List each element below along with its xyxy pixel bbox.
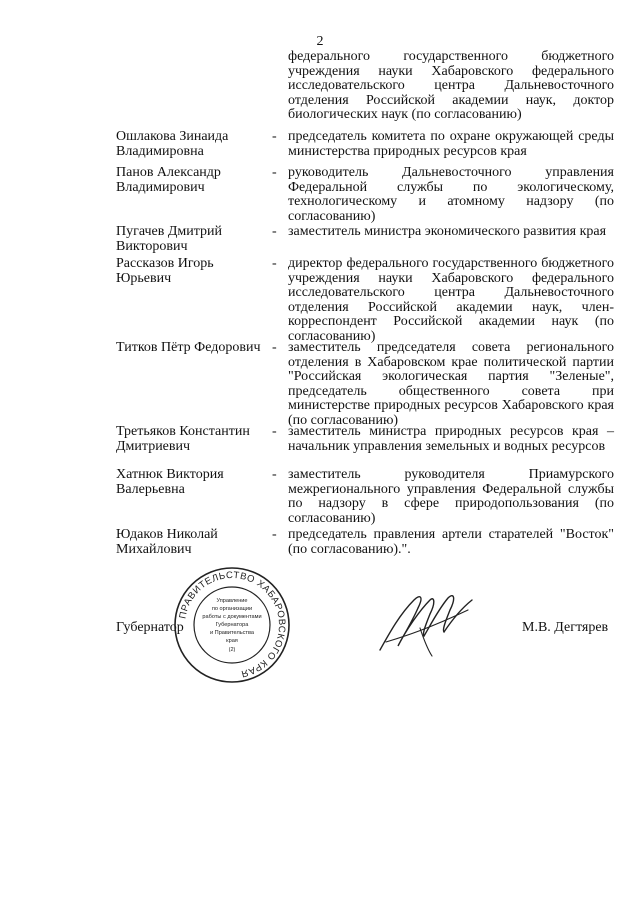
governor-name: М.В. Дегтярев: [522, 620, 609, 635]
seal-inner-line: (2): [228, 647, 236, 653]
member-role: заместитель министра экономического развития края: [288, 224, 607, 239]
seal-inner-line: Губернатора: [215, 622, 249, 628]
entry-dash: -: [272, 424, 277, 439]
seal-ring-text: ПРАВИТЕЛЬСТВО ХАБАРОВСКОГО КРАЯ: [177, 569, 288, 680]
seal-inner-line: работы с документами: [202, 614, 262, 620]
handwritten-signature: [372, 580, 482, 660]
member-name: Титков Пётр Федорович: [116, 340, 261, 355]
member-role: заместитель министра природных ресурсов края – начальник управления земельных и водных ресурсов: [288, 424, 614, 454]
governor-title: Губернатор: [116, 620, 184, 635]
entry-dash: -: [272, 129, 277, 144]
entry-dash: -: [272, 340, 277, 355]
member-role: директор федерального государственного бюджетного учреждения науки Хабаровского федерального исследовательского центра Дальневосточного отделения Российской академии наук, член-корреспондент Российской академии наук (по согласованию): [288, 256, 614, 344]
seal-inner-line: Управление: [216, 598, 248, 604]
member-name: Пугачев Дмитрий Викторович: [116, 224, 223, 254]
member-role: председатель комитета по охране окружающей среды министерства природных ресурсов края: [288, 129, 614, 159]
entry-dash: -: [272, 224, 277, 239]
entry-dash: -: [272, 527, 277, 542]
entry-dash: -: [272, 467, 277, 482]
member-name: Панов Александр Владимирович: [116, 165, 221, 195]
member-role: руководитель Дальневосточного управления Федеральной службы по экологическому, технологическому и атомному надзору (по согласованию): [288, 165, 614, 224]
member-name: Хатнюк Виктория Валерьевна: [116, 467, 224, 497]
seal-inner-line: края: [226, 638, 238, 644]
member-role: заместитель председателя совета регионального отделения в Хабаровском крае политической партии "Российская экологическая партия "Зеленые", председатель общественного совета при министерстве природных ресурсов Хабаровского края (по согласованию): [288, 340, 614, 428]
seal-inner-line: и Правительства: [210, 630, 254, 636]
member-role: председатель правления артели старателей "Восток" (по согласованию).".: [288, 527, 614, 557]
member-role: заместитель руководителя Приамурского межрегионального управления Федеральной службы по надзору в сфере природопользования (по согласованию): [288, 467, 614, 526]
seal-inner-line: по организации: [211, 606, 253, 612]
member-name: Ошлакова Зинаида Владимировна: [116, 129, 229, 159]
member-name: Третьяков Константин Дмитриевич: [116, 424, 250, 454]
member-name: Рассказов Игорь Юрьевич: [116, 256, 214, 286]
entry-dash: -: [272, 256, 277, 271]
official-seal: [172, 565, 292, 685]
entry-dash: -: [272, 165, 277, 180]
page-number: 2: [316, 34, 324, 49]
previous-entry-continuation: федерального государственного бюджетного учреждения науки Хабаровского федерального исследовательского центра Дальневосточного отделения Российской академии наук, доктор биологических наук (по согласованию): [288, 49, 614, 122]
member-name: Юдаков Николай Михайлович: [116, 527, 218, 557]
